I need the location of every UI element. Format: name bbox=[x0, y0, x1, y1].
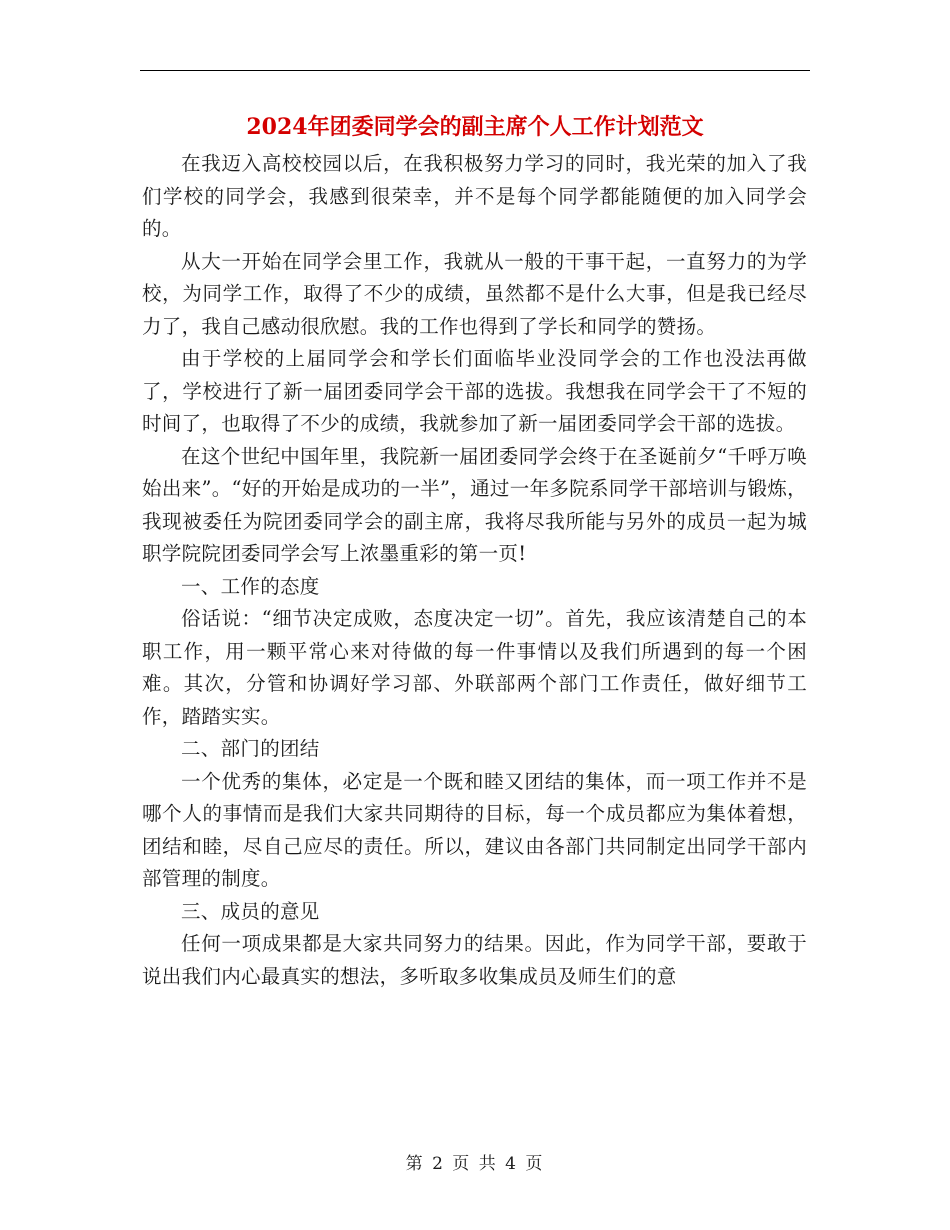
page-number: 第 2 页 共 4 页 bbox=[405, 1154, 545, 1174]
document-body bbox=[142, 148, 807, 993]
section-heading-opinions: 三、成员的意见 bbox=[181, 899, 320, 923]
section-text-attitude: 俗话说：“细节决定成败，态度决定一切”。首先，我应该清楚自己的本职工作，用一颗平常心来对待做的每一件事情以及我们所遇到的每一个困难。其次，分管和协调好学习部、外联部两个部门工作责任，做好细节工作，踏踏实实。 bbox=[142, 607, 807, 728]
document-title: 2024年团委同学会的副主席个人工作计划范文 bbox=[246, 114, 704, 140]
section-text-opinions: 任何一项成果都是大家共同努力的结果。因此，作为同学干部，要敢于说出我们内心最真实的想法，多听取多收集成员及师生们的意 bbox=[142, 932, 807, 988]
paragraph-appointment: 在这个世纪中国年里，我院新一届团委同学会终于在圣诞前夕“千呼万唤始出来”。“好的开始是成功的一半”，通过一年多院系同学干部培训与锻炼，我现被委任为院团委同学会的副主席，我将尽我所能与另外的成员一起为城职学院院团委同学会写上浓墨重彩的第一页! bbox=[142, 444, 807, 565]
paragraph-election: 由于学校的上届同学会和学长们面临毕业没同学会的工作也没法再做了，学校进行了新一届团委同学会干部的选拔。我想我在同学会干了不短的时间了，也取得了不少的成绩，我就参加了新一届团委同学会干部的选拔。 bbox=[142, 347, 807, 435]
paragraph-intro: 在我迈入高校校园以后，在我积极努力学习的同时，我光荣的加入了我们学校的同学会，我感到很荣幸，并不是每个同学都能随便的加入同学会的。 bbox=[142, 152, 807, 240]
header-rule bbox=[140, 70, 810, 71]
section-text-unity: 一个优秀的集体，必定是一个既和睦又团结的集体，而一项工作并不是哪个人的事情而是我们大家共同期待的目标，每一个成员都应为集体着想，团结和睦，尽自己应尽的责任。所以，建议由各部门共同制定出同学干部内部管理的制度。 bbox=[142, 769, 807, 890]
section-heading-unity: 二、部门的团结 bbox=[181, 737, 320, 760]
paragraph-experience: 从大一开始在同学会里工作，我就从一般的干事干起，一直努力的为学校，为同学工作，取得了不少的成绩，虽然都不是什么大事，但是我已经尽力了，我自己感动很欣慰。我的工作也得到了学长和同学的赞扬。 bbox=[142, 249, 807, 338]
section-heading-attitude: 一、工作的态度 bbox=[181, 574, 320, 598]
